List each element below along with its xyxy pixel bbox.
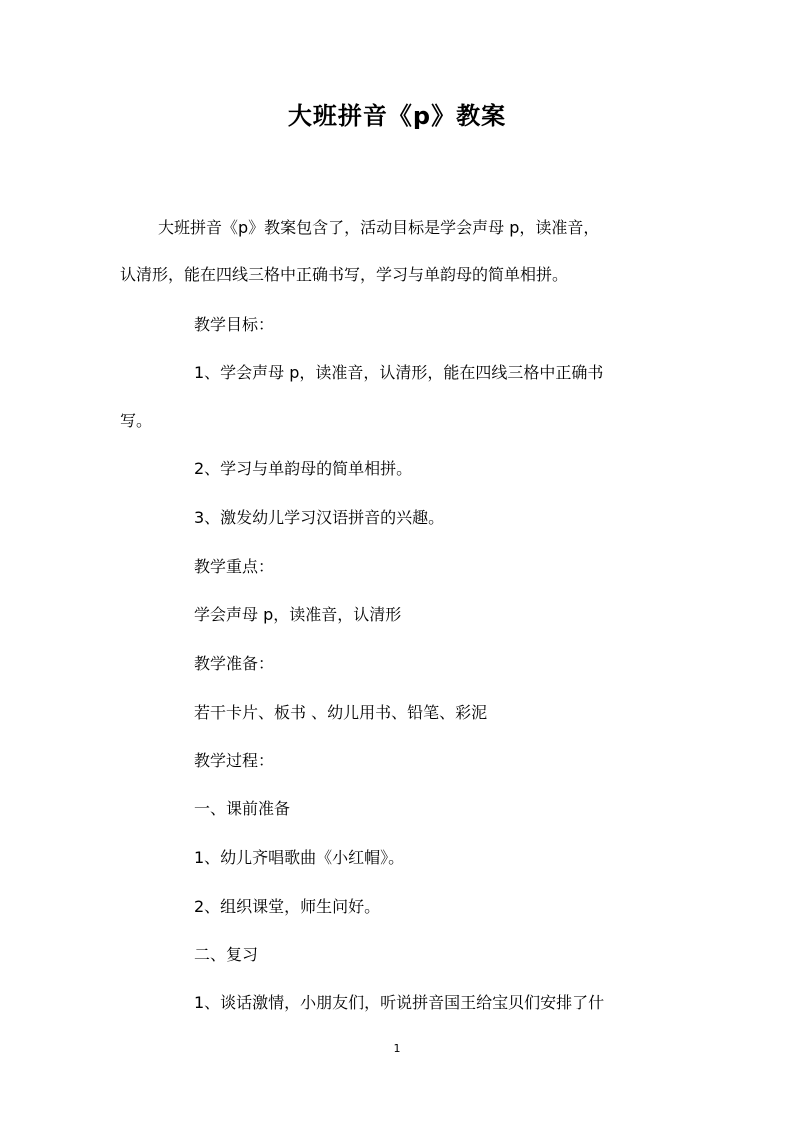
goal-2: 2、学习与单韵母的简单相拼。: [194, 459, 413, 478]
heading-teaching-focus: 教学重点：: [194, 557, 275, 576]
section-1-item-2: 2、组织课堂，师生问好。: [194, 897, 381, 916]
section-1-heading: 一、课前准备: [194, 799, 291, 818]
paragraph-intro-line-2: 认清形，能在四线三格中正确书写，学习与单韵母的简单相拼。: [120, 265, 569, 284]
document-title: 大班拼音《p》教案: [287, 102, 507, 130]
heading-teaching-goals: 教学目标：: [194, 315, 275, 334]
section-2-item-1: 1、谈话激情，小朋友们，听说拼音国王给宝贝们安排了什: [194, 993, 605, 1012]
goal-1-line-2: 写。: [120, 411, 153, 430]
goal-1-line-1: 1、学会声母 p，读准音，认清形，能在四线三格中正确书: [194, 363, 604, 382]
heading-teaching-process: 教学过程：: [194, 751, 275, 770]
paragraph-intro-line-1: 大班拼音《p》教案包含了，活动目标是学会声母 p，读准音，: [158, 218, 600, 237]
section-2-heading: 二、复习: [194, 945, 259, 964]
teaching-focus-text: 学会声母 p，读准音，认清形: [194, 605, 402, 624]
goal-3: 3、激发幼儿学习汉语拼音的兴趣。: [194, 508, 445, 527]
section-1-item-1: 1、幼儿齐唱歌曲《小红帽》。: [194, 848, 405, 867]
page-number: 1: [393, 1042, 401, 1055]
heading-teaching-preparation: 教学准备：: [194, 654, 275, 673]
teaching-preparation-text: 若干卡片、板书 、幼儿用书、铅笔、彩泥: [194, 703, 488, 722]
